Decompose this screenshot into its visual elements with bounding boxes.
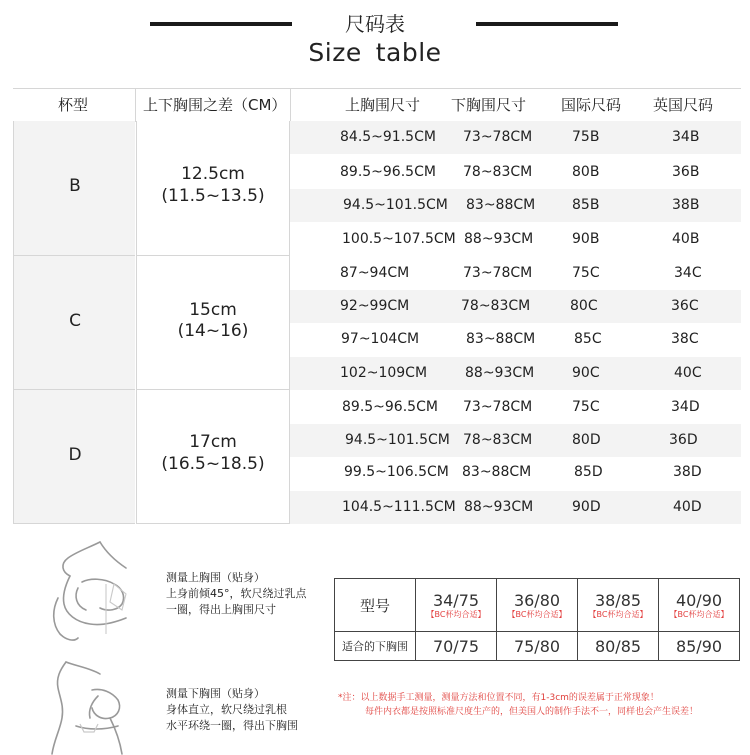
cell-intl: 85C: [574, 331, 602, 347]
cup-label: C: [69, 311, 81, 331]
table-row: [290, 424, 741, 457]
size-table: [13, 88, 741, 524]
header-divider: [135, 89, 136, 121]
cell-intl: 85D: [574, 464, 603, 480]
fit-note: 【BC杯均合适】: [588, 610, 648, 619]
cell-uk: 34D: [671, 399, 700, 415]
cell-intl: 75C: [572, 399, 600, 415]
cell-uk: 38D: [673, 464, 702, 480]
instr-line: 上身前倾45°，软尺绕过乳点: [166, 587, 307, 600]
diff-range: (11.5~13.5): [161, 186, 265, 206]
cell-intl: 90D: [572, 499, 601, 515]
instr-line: 测量上胸围（贴身）: [166, 571, 265, 584]
cup-cell-d: [13, 390, 135, 524]
cell-uk: 38B: [672, 197, 700, 213]
header-upper: 上胸围尺寸: [345, 96, 421, 114]
cell-under: 83~88CM: [462, 464, 532, 480]
cell-intl: 75B: [572, 129, 600, 145]
cell-under: 83~88CM: [466, 331, 536, 347]
fit-note: 【BC杯均合适】: [507, 610, 567, 619]
cell-under: 88~93CM: [464, 231, 534, 247]
header-uk: 英国尺码: [653, 96, 714, 114]
fit-value: 80/85: [578, 632, 659, 661]
cell-intl: 75C: [572, 265, 600, 281]
cell-under: 78~83CM: [463, 164, 533, 180]
diff-main: 17cm: [189, 432, 237, 452]
cell-under: 73~78CM: [463, 129, 533, 145]
cell-uk: 36C: [671, 298, 699, 314]
conversion-cell: [416, 579, 497, 632]
header-cup: 杯型: [58, 96, 89, 114]
table-row: [290, 156, 741, 189]
cup-label: D: [68, 445, 82, 465]
page-title-en: [0, 38, 750, 67]
cell-under: 73~78CM: [463, 265, 533, 281]
diff-cell-b: [136, 121, 290, 256]
cell-upper: 89.5~96.5CM: [340, 164, 436, 180]
instr-line: 水平环绕一圈，得出下胸围: [166, 719, 298, 732]
cell-upper: 104.5~111.5CM: [342, 499, 456, 515]
cell-under: 88~93CM: [464, 499, 534, 515]
cell-uk: 34C: [674, 265, 702, 281]
conversion-cell: [578, 579, 659, 632]
note-line-2: 每件内衣都是按照标准尺度生产的，但美国人的制作手法不一，同样也会产生误差！: [365, 707, 699, 717]
cell-upper: 100.5~107.5CM: [342, 231, 456, 247]
fit-value: 70/75: [416, 632, 497, 661]
table-row: [290, 223, 741, 256]
model-label: 型号: [335, 579, 416, 632]
diff-main: 15cm: [189, 300, 237, 320]
cell-upper: 92~99CM: [340, 298, 410, 314]
cup-label: B: [69, 176, 81, 196]
page-title-cn: 尺码表: [345, 12, 405, 36]
upper-bust-figure-icon: [30, 538, 145, 648]
cup-cell-c: [13, 256, 135, 390]
table-row: [290, 290, 741, 323]
table-row: [290, 257, 741, 290]
cell-intl: 80C: [570, 298, 598, 314]
table-row: [290, 189, 741, 222]
cell-uk: 34B: [672, 129, 700, 145]
instr-line: 测量下胸围（贴身）: [166, 687, 265, 700]
cell-intl: 80B: [572, 164, 600, 180]
diff-cell-d: [136, 390, 290, 524]
cell-under: 78~83CM: [463, 432, 533, 448]
instr-line: 身体直立，软尺绕过乳根: [166, 703, 287, 716]
size-value: 40/90: [675, 591, 723, 610]
cell-under: 83~88CM: [466, 197, 536, 213]
fit-note: 【BC杯均合适】: [669, 610, 729, 619]
instr-line: 一圈，得出上胸围尺寸: [166, 603, 276, 616]
table-row: [290, 491, 741, 524]
cell-intl: 90C: [572, 365, 600, 381]
under-bust-figure-icon: [36, 660, 146, 755]
header-intl: 国际尺码: [561, 96, 622, 114]
cell-under: 73~78CM: [463, 399, 533, 415]
cell-upper: 94.5~101.5CM: [343, 197, 448, 213]
cell-uk: 40B: [672, 231, 700, 247]
cell-upper: 89.5~96.5CM: [342, 399, 438, 415]
cell-uk: 40D: [673, 499, 702, 515]
fit-value: 75/80: [497, 632, 578, 661]
cell-under: 78~83CM: [461, 298, 531, 314]
cell-intl: 85B: [572, 197, 600, 213]
title-en-word-2: table: [375, 38, 442, 67]
table-row: [290, 323, 741, 356]
diff-main: 12.5cm: [181, 164, 245, 184]
conversion-table: [334, 578, 740, 661]
note-line-1: *注：以上数据手工测量，测量方法和位置不同，有1-3cm的误差属于正常现象！: [338, 693, 659, 703]
table-row: [290, 121, 741, 154]
cell-uk: 40C: [674, 365, 702, 381]
fit-note: 【BC杯均合适】: [426, 610, 486, 619]
table-row: [290, 456, 741, 489]
cell-upper: 84.5~91.5CM: [340, 129, 436, 145]
title-en-word-1: Size: [308, 38, 362, 67]
conversion-cell: [659, 579, 740, 632]
cell-intl: 80D: [572, 432, 601, 448]
fit-label: 适合的下胸围: [335, 632, 416, 661]
cell-uk: 36D: [669, 432, 698, 448]
cup-cell-b: [13, 121, 135, 256]
conversion-cell: [497, 579, 578, 632]
cell-uk: 38C: [671, 331, 699, 347]
size-value: 34/75: [432, 591, 480, 610]
diff-cell-c: [136, 256, 290, 390]
cell-upper: 87~94CM: [340, 265, 410, 281]
under-bust-instructions: [166, 686, 298, 734]
upper-bust-instructions: [166, 570, 307, 618]
cell-upper: 97~104CM: [341, 331, 420, 347]
conversion-row-fits: [335, 632, 740, 661]
size-value: 36/80: [513, 591, 561, 610]
header-under: 下胸围尺寸: [451, 96, 527, 114]
cell-uk: 36B: [672, 164, 700, 180]
diff-range: (16.5~18.5): [161, 454, 265, 474]
cell-upper: 99.5~106.5CM: [344, 464, 449, 480]
table-row: [290, 357, 741, 390]
conversion-row-sizes: [335, 579, 740, 632]
header-divider: [290, 89, 291, 121]
header-diff: 上下胸围之差（CM）: [143, 96, 287, 114]
size-value: 38/85: [594, 591, 642, 610]
fit-value: 85/90: [659, 632, 740, 661]
cell-intl: 90B: [572, 231, 600, 247]
cell-upper: 94.5~101.5CM: [345, 432, 450, 448]
diff-range: (14~16): [177, 321, 249, 341]
table-row: [290, 391, 741, 424]
size-table-header: [13, 88, 741, 122]
cell-upper: 102~109CM: [340, 365, 428, 381]
cell-under: 88~93CM: [465, 365, 535, 381]
